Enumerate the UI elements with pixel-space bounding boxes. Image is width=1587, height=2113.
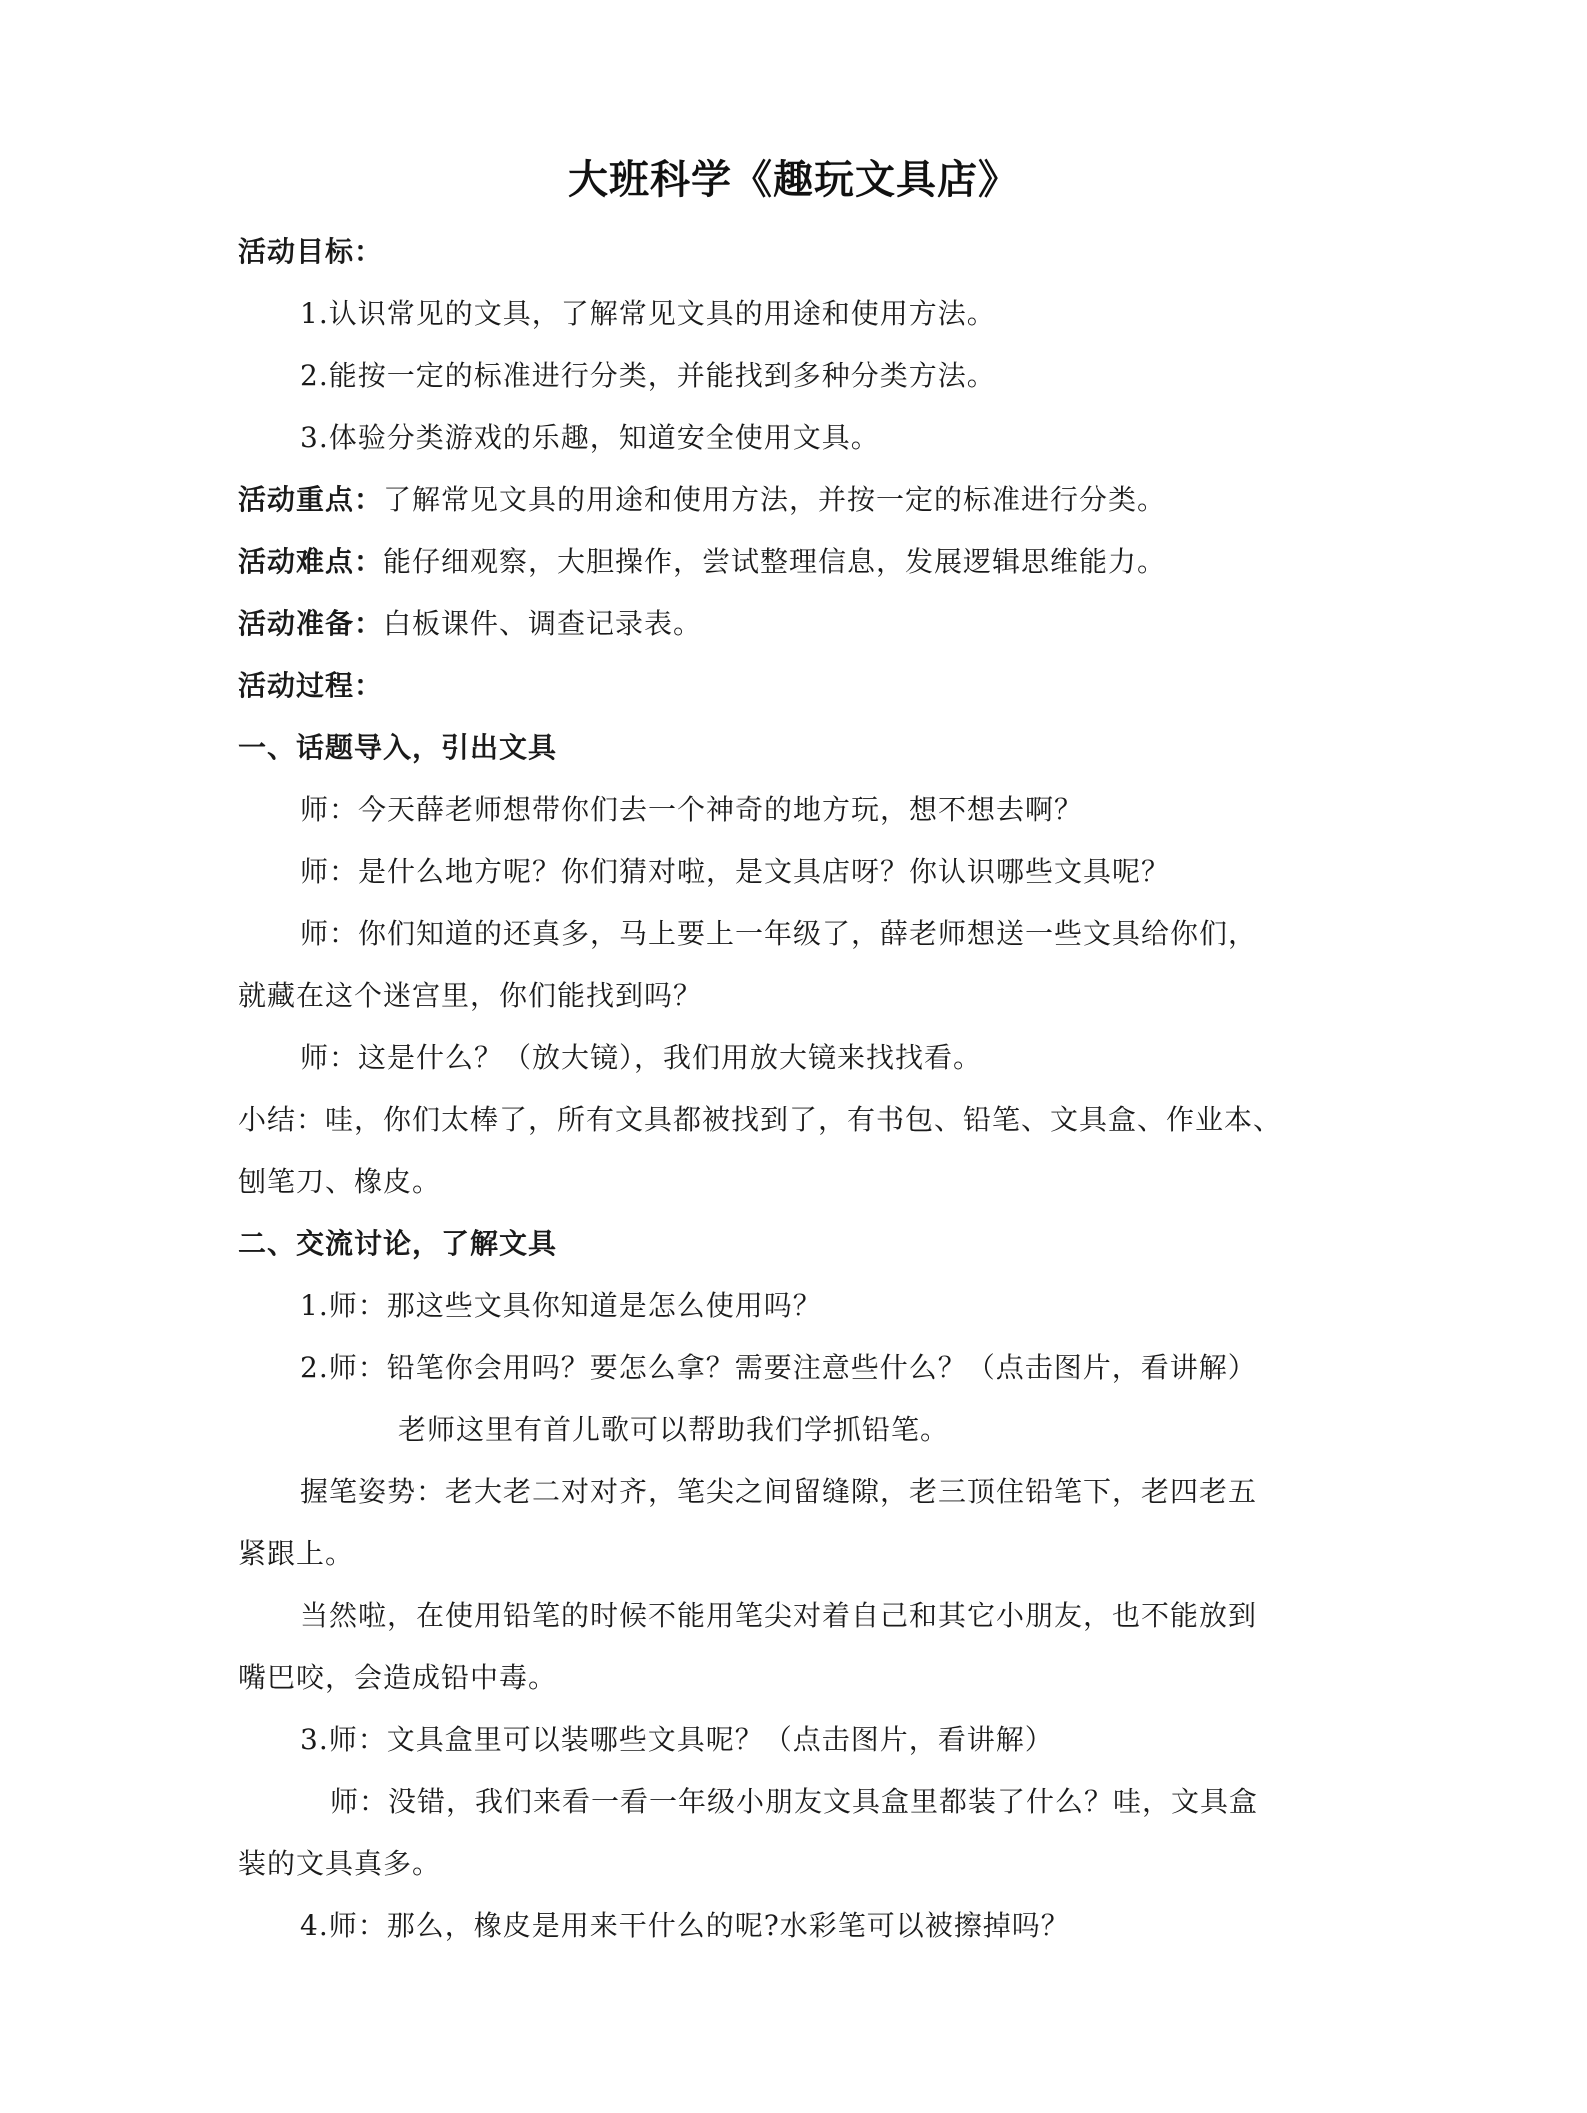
question-line: 3.师：文具盒里可以装哪些文具呢？（点击图片，看讲解） xyxy=(300,1723,1054,1756)
process-heading: 活动过程： xyxy=(238,669,384,702)
preparation-row xyxy=(238,604,702,644)
question-line: 2.师：铅笔你会用吗？要怎么拿？需要注意些什么？（点击图片，看讲解） xyxy=(300,1351,1257,1384)
grip-rhyme-line: 握笔姿势：老大老二对对齐，笔尖之间留缝隙，老三顶住铅笔下，老四老五 xyxy=(300,1475,1258,1508)
goal-item: 2.能按一定的标准进行分类，并能找到多种分类方法。 xyxy=(300,359,996,392)
safety-line: 当然啦，在使用铅笔的时候不能用笔尖对着自己和其它小朋友，也不能放到 xyxy=(300,1599,1258,1632)
dialogue-line: 师：是什么地方呢？你们猜对啦，是文具店呀？你认识哪些文具呢？ xyxy=(300,855,1171,888)
answer-line: 师：没错，我们来看一看一年级小朋友文具盒里都装了什么？哇，文具盒 xyxy=(330,1785,1259,1818)
question-line: 4.师：那么，橡皮是用来干什么的呢?水彩笔可以被擦掉吗？ xyxy=(300,1909,1070,1942)
goals-heading: 活动目标： xyxy=(238,235,384,268)
difficulty-text: 能仔细观察，大胆操作，尝试整理信息，发展逻辑思维能力。 xyxy=(383,545,1167,578)
section2-heading: 二、交流讨论，了解文具 xyxy=(238,1227,558,1260)
difficulty-row xyxy=(238,542,1166,582)
summary-line: 刨笔刀、橡皮。 xyxy=(238,1165,442,1198)
safety-line: 嘴巴咬，会造成铅中毒。 xyxy=(238,1661,558,1694)
preparation-text: 白板课件、调查记录表。 xyxy=(383,607,703,640)
summary-line: 小结：哇，你们太棒了，所有文具都被找到了，有书包、铅笔、文具盒、作业本、 xyxy=(238,1103,1283,1136)
key-point-text: 了解常见文具的用途和使用方法，并按一定的标准进行分类。 xyxy=(383,483,1167,516)
difficulty-label: 活动难点： xyxy=(238,545,384,578)
question-continuation: 老师这里有首儿歌可以帮助我们学抓铅笔。 xyxy=(398,1413,950,1446)
dialogue-line: 就藏在这个迷宫里，你们能找到吗？ xyxy=(238,979,703,1012)
goal-item: 1.认识常见的文具，了解常见文具的用途和使用方法。 xyxy=(300,297,996,330)
preparation-label: 活动准备： xyxy=(238,607,384,640)
key-point-row xyxy=(238,480,1166,520)
document-title: 大班科学《趣玩文具店》 xyxy=(568,157,1019,203)
section1-heading: 一、话题导入，引出文具 xyxy=(238,731,558,764)
key-point-label: 活动重点： xyxy=(238,483,384,516)
question-line: 1.师：那这些文具你知道是怎么使用吗？ xyxy=(300,1289,822,1322)
goal-item: 3.体验分类游戏的乐趣，知道安全使用文具。 xyxy=(300,421,880,454)
grip-rhyme-line: 紧跟上。 xyxy=(238,1537,355,1570)
dialogue-line: 师：这是什么？（放大镜），我们用放大镜来找找看。 xyxy=(300,1041,983,1074)
dialogue-line: 师：你们知道的还真多，马上要上一年级了，薛老师想送一些文具给你们， xyxy=(300,917,1258,950)
dialogue-line: 师：今天薛老师想带你们去一个神奇的地方玩，想不想去啊？ xyxy=(300,793,1084,826)
answer-line: 装的文具真多。 xyxy=(238,1847,442,1880)
